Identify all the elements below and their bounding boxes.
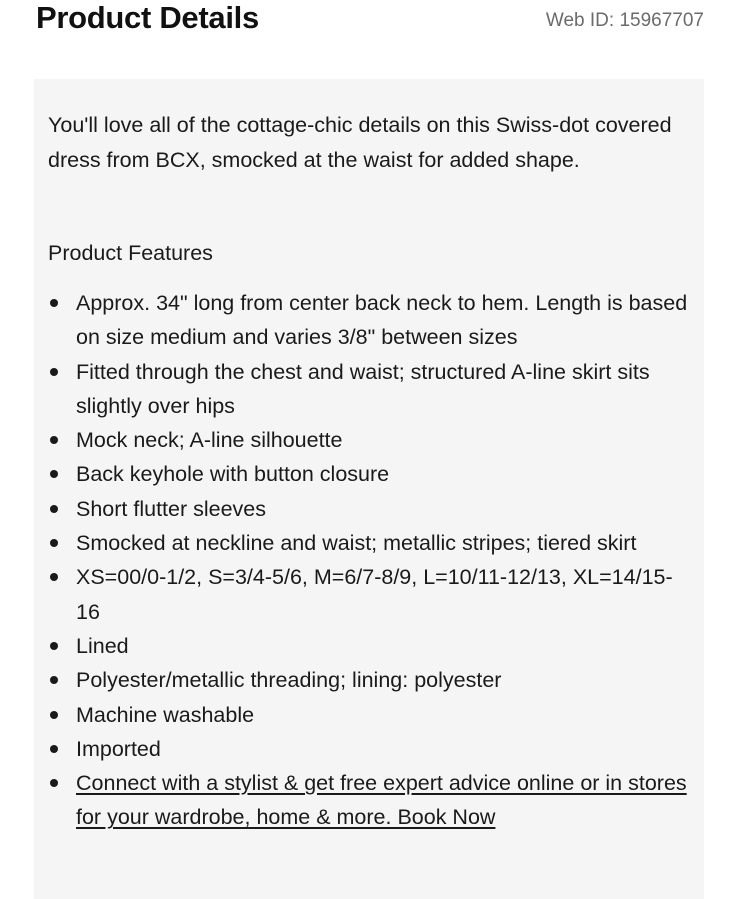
product-description: You'll love all of the cottage-chic details on this Swiss-dot covered dress from BCX, smocked at the waist for added shape. <box>48 113 672 172</box>
page-title: Product Details <box>36 0 259 35</box>
feature-text: Back keyhole with button closure <box>76 462 390 487</box>
product-details-header <box>0 0 738 60</box>
feature-item <box>48 698 688 732</box>
stylist-booking-link[interactable]: Connect with a stylist & get free expert advice online or in stores for your wardrobe, home & more. Book Now <box>76 771 687 830</box>
feature-item <box>48 629 688 663</box>
feature-item <box>48 423 688 457</box>
web-id-label: Web ID: 15967707 <box>545 10 704 31</box>
feature-item <box>48 732 688 766</box>
feature-text: XS=00/0-1/2, S=3/4-5/6, M=6/7-8/9, L=10/11-12/13, XL=14/15-16 <box>76 565 673 624</box>
features-list <box>48 286 688 835</box>
feature-item <box>48 663 688 697</box>
bullet-icon <box>50 745 58 753</box>
feature-text: Polyester/metallic threading; lining: polyester <box>76 668 502 693</box>
bullet-icon <box>50 299 58 307</box>
feature-item <box>48 355 688 424</box>
bullet-icon <box>50 711 58 719</box>
feature-text: Smocked at neckline and waist; metallic stripes; tiered skirt <box>76 531 637 556</box>
feature-text: Lined <box>76 633 129 658</box>
feature-item-stylist <box>48 766 688 835</box>
bullet-icon <box>50 470 58 478</box>
bullet-icon <box>50 539 58 547</box>
feature-text: Short flutter sleeves <box>76 496 267 521</box>
bullet-icon <box>50 676 58 684</box>
feature-item <box>48 560 688 629</box>
feature-item <box>48 286 688 355</box>
bullet-icon <box>50 642 58 650</box>
feature-text: Fitted through the chest and waist; structured A-line skirt sits slightly over hips <box>76 359 650 418</box>
feature-text: Mock neck; A-line silhouette <box>76 428 343 453</box>
product-details-panel <box>34 79 704 899</box>
bullet-icon <box>50 436 58 444</box>
bullet-icon <box>50 779 58 787</box>
feature-item <box>48 492 688 526</box>
feature-text: Imported <box>76 736 161 761</box>
feature-item <box>48 526 688 560</box>
bullet-icon <box>50 368 58 376</box>
feature-text: Approx. 34" long from center back neck to hem. Length is based on size medium and varies 3/8" between sizes <box>76 291 688 350</box>
feature-text: Machine washable <box>76 702 255 727</box>
bullet-icon <box>50 505 58 513</box>
bullet-icon <box>50 573 58 581</box>
feature-item <box>48 457 688 491</box>
features-heading: Product Features <box>48 241 213 265</box>
